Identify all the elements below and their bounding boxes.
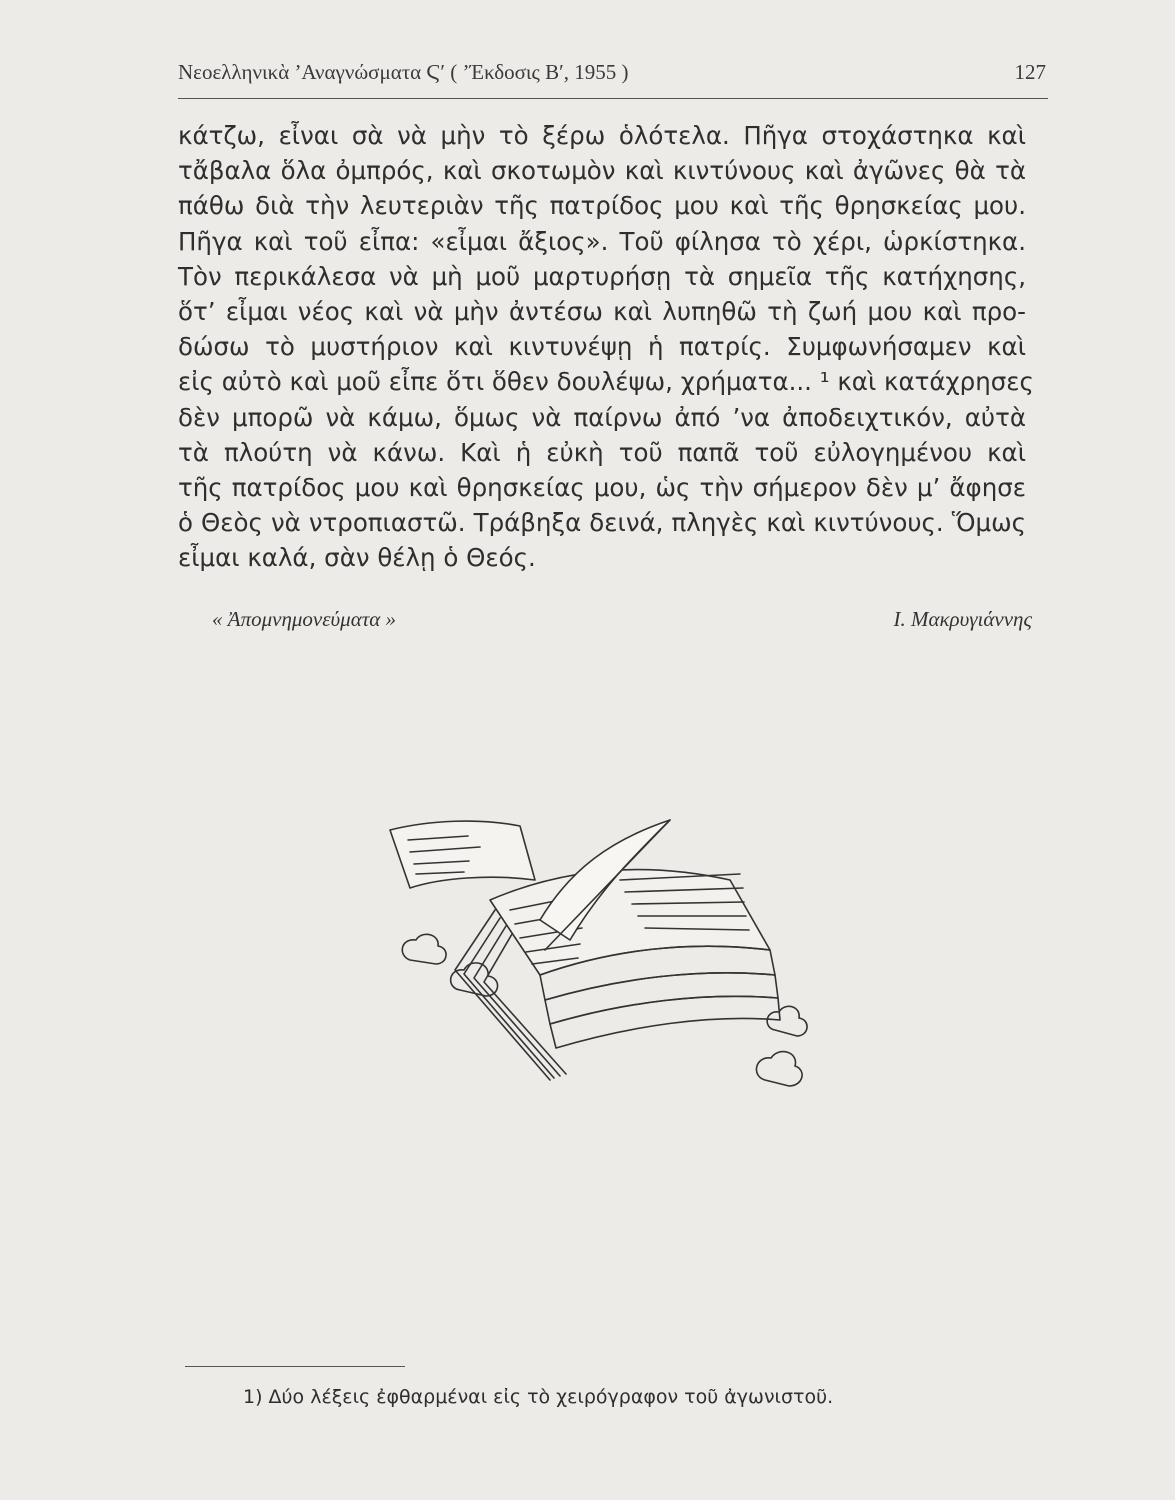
body-line: Πῆγα καὶ τοῦ εἶπα: «εἶμαι ἄξιος». Τοῦ φίλησα τὸ χέρι, ὡρκίστηκα. [178, 226, 1026, 256]
body-text [178, 118, 1034, 575]
footnote: 1) Δύο λέξεις ἐφθαρμέναι εἰς τὸ χειρόγραφον τοῦ ἀγωνιστοῦ. [243, 1386, 834, 1408]
body-line: πάθω διὰ τὴν λευτεριὰν τῆς πατρίδος μου καὶ τῆς θρησκείας μου. [178, 191, 1026, 221]
header-title: Νεοελληνικὰ ’Αναγνώσματα Ϛ′ ( ’Έκδοσις Β′, 1955 ) [178, 60, 629, 84]
attribution-source: « Ἀπομνημονεύματα » [212, 607, 397, 631]
page-number: 127 [1014, 60, 1046, 84]
attribution [212, 607, 1032, 632]
body-line: Τὸν περικάλεσα νὰ μὴ μοῦ μαρτυρήσῃ τὰ σημεῖα τῆς κατήχησης, [178, 261, 1026, 291]
attribution-author: Ι. Μακρυγιάννης [893, 607, 1032, 631]
running-header [178, 60, 1046, 85]
body-line: δὲν μπορῶ νὰ κάμω, ὅμως νὰ παίρνω ἀπό ’να ἀποδειχτικόν, αὐτὰ [178, 402, 1026, 432]
body-line: τἄβαλα ὅλα ὀμπρός, καὶ σκοτωμὸν καὶ κιντύνους καὶ ἀγῶνες θὰ τὰ [178, 156, 1026, 186]
body-line: ὁ Θεὸς νὰ ντροπιαστῶ. Τράβηξα δεινά, πληγὲς καὶ κιντύνους. Ὅμως [178, 508, 1026, 538]
body-line: εἶμαι καλά, σὰν θέλῃ ὁ Θεός. [178, 543, 536, 573]
header-rule [178, 98, 1048, 99]
book-and-quill-icon [370, 800, 830, 1110]
body-line: δώσω τὸ μυστήριον καὶ κιντυνέψῃ ἡ πατρίς. Συμφωνήσαμεν καὶ [178, 332, 1026, 362]
footnote-rule [185, 1366, 405, 1367]
body-line: κάτζω, εἶναι σὰ νὰ μὴν τὸ ξέρω ὁλότελα. Πῆγα στοχάστηκα καὶ [178, 121, 1026, 150]
body-line: εἰς αὐτὸ καὶ μοῦ εἶπε ὅτι ὅθεν δουλέψω, χρήματα... ¹ καὶ κατάχρησες [178, 367, 1034, 397]
body-line: ὅτ’ εἶμαι νέος καὶ νὰ μὴν ἀντέσω καὶ λυπηθῶ τὴ ζωή μου καὶ προ- [178, 296, 1026, 326]
body-line: τὰ πλούτη νὰ κάνω. Καὶ ἡ εὐκὴ τοῦ παπᾶ τοῦ εὐλογημένου καὶ [178, 437, 1026, 467]
body-line: τῆς πατρίδος μου καὶ θρησκείας μου, ὡς τὴν σήμερον δὲν μ’ ἄφησε [178, 472, 1026, 502]
